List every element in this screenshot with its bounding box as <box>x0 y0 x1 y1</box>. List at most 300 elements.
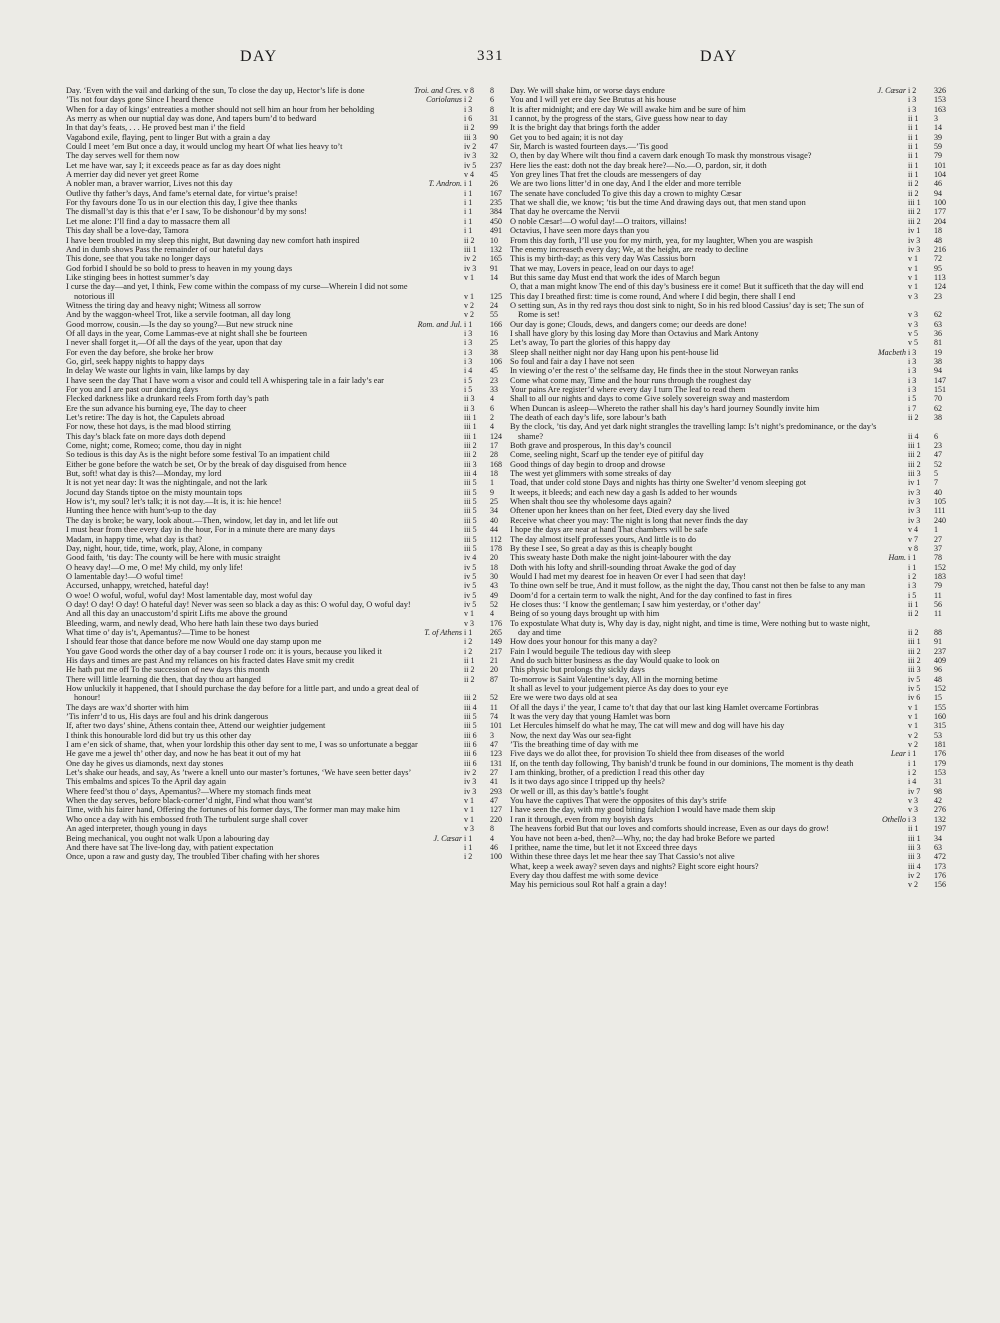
citation <box>906 133 950 142</box>
act-scene: i 3 <box>908 385 917 394</box>
quotation-entry <box>510 824 950 833</box>
quotation-text: Day. We will shake him, or worse days endure <box>510 86 665 95</box>
quotation-text: Come, seeling night, Scarf up the tender eye of pitiful day <box>510 450 704 460</box>
line-number: 96 <box>934 665 942 675</box>
quotation-entry <box>510 123 950 132</box>
act-scene: iv 1 <box>908 226 921 236</box>
line-number: 23 <box>934 441 942 451</box>
quotation-entry <box>66 581 506 590</box>
citation <box>462 815 506 824</box>
quotation-entry <box>66 749 506 758</box>
quotation-text: By these I see, So great a day as this is cheaply bought <box>510 543 693 553</box>
act-scene: i 5 <box>908 590 917 600</box>
line-number: 21 <box>490 655 498 665</box>
quotation-entry <box>510 217 950 226</box>
quotation-text: I must hear from thee every day in the hour, For in a minute there are many days <box>66 525 335 535</box>
quotation-entry <box>510 684 950 693</box>
line-number: 18 <box>934 226 942 236</box>
citation <box>462 170 506 179</box>
line-number: 27 <box>934 534 942 544</box>
citation <box>906 665 950 674</box>
line-number: 106 <box>490 356 502 366</box>
quotation-entry <box>66 338 506 347</box>
citation <box>462 432 506 441</box>
quotation-text: If, after two days’ shine, Athens contain thee, Attend our weightier judgement <box>66 721 326 731</box>
citation <box>462 273 506 282</box>
citation <box>906 413 950 422</box>
line-number: 43 <box>490 581 498 591</box>
quotation-text: Octavius, I have seen more days than you <box>510 226 650 236</box>
line-number: 8 <box>490 824 494 834</box>
line-number: 131 <box>490 758 502 768</box>
act-scene: v 3 <box>908 805 918 815</box>
quotation-text: Oftener upon her knees than on her feet, Died every day she lived <box>510 506 730 516</box>
quotation-text: Flecked darkness like a drunkard reels From forth day’s path <box>66 394 269 404</box>
citation <box>906 105 950 114</box>
quotation-entry <box>66 721 506 730</box>
act-scene: i 3 <box>908 347 917 357</box>
citation <box>906 114 950 123</box>
citation <box>462 310 506 319</box>
quotation-text: In that day’s feats, . . . He proved best man i’ the field <box>66 123 245 133</box>
line-number: 44 <box>490 525 498 535</box>
act-scene: v 1 <box>464 814 474 824</box>
quotation-entry <box>66 376 506 385</box>
citation <box>462 142 506 151</box>
citation <box>462 693 506 702</box>
quotation-entry <box>66 628 506 637</box>
quotation-entry <box>510 581 950 590</box>
quotation-entry <box>66 553 506 562</box>
line-number: 11 <box>934 609 942 619</box>
citation <box>462 151 506 160</box>
quotation-entry <box>510 665 950 674</box>
line-number: 81 <box>934 338 942 348</box>
play-title: T. of Athens <box>424 627 462 637</box>
line-number: 4 <box>490 422 494 432</box>
quotation-entry <box>66 768 506 777</box>
citation <box>462 348 506 357</box>
quotation-text: You have the captives That were the opposites of this day’s strife <box>510 796 727 806</box>
act-scene: iii 4 <box>908 861 921 871</box>
quotation-entry <box>66 516 506 525</box>
line-number: 153 <box>934 95 946 105</box>
act-scene: iii 6 <box>464 730 477 740</box>
quotation-text: Is it two days ago since I tripped up thy heels? <box>510 777 665 787</box>
line-number: 18 <box>490 469 498 479</box>
line-number: 34 <box>490 506 498 516</box>
quotation-entry <box>66 805 506 814</box>
quotation-entry <box>66 450 506 459</box>
line-number: 23 <box>490 375 498 385</box>
line-number: 183 <box>934 571 946 581</box>
line-number: 217 <box>490 646 502 656</box>
quotation-entry <box>66 656 506 665</box>
act-scene: i 6 <box>464 114 473 124</box>
quotation-entry <box>66 619 506 628</box>
quotation-text: To expostulate What duty is, Why day is day, night night, and time is time, Were nothing but to waste night, day and time <box>510 618 870 637</box>
quotation-text: This embalms and spices To the April day again <box>66 777 227 787</box>
citation <box>906 759 950 768</box>
quotation-text: Either be gone before the watch be set, Or by the break of day disguised from hence <box>66 459 347 469</box>
quotation-entry <box>66 852 506 861</box>
quotation-text: How unluckily it happened, that I should purchase the day before for a little part, and undo a great deal of honour! <box>66 684 419 703</box>
act-scene: iv 5 <box>908 684 921 693</box>
page-number: 331 <box>477 48 504 64</box>
act-scene: iii 1 <box>908 637 921 647</box>
citation <box>462 609 506 618</box>
act-scene: iii 2 <box>908 216 921 226</box>
quotation-entry <box>510 703 950 712</box>
citation <box>462 591 506 600</box>
citation <box>906 777 950 786</box>
act-scene: iv 2 <box>464 142 477 152</box>
act-scene: iii 6 <box>464 740 477 750</box>
line-number: 38 <box>934 413 942 423</box>
quotation-entry <box>510 460 950 469</box>
quotation-entry <box>66 600 506 609</box>
quotation-text: Go, girl, seek happy nights to happy days <box>66 356 205 366</box>
citation <box>878 86 950 95</box>
citation <box>906 880 950 889</box>
quotation-entry <box>510 170 950 179</box>
line-number: 40 <box>490 515 498 525</box>
line-number: 23 <box>934 291 942 301</box>
play-title: J. Cæsar <box>877 86 906 95</box>
citation <box>462 665 506 674</box>
citation <box>906 226 950 235</box>
quotation-entry <box>66 301 506 310</box>
line-number: 237 <box>934 646 946 656</box>
quotation-entry <box>510 357 950 366</box>
citation <box>906 198 950 207</box>
citation <box>462 338 506 347</box>
act-scene: v 3 <box>464 618 474 628</box>
line-number: 72 <box>934 254 942 264</box>
citation <box>906 535 950 544</box>
quotation-entry <box>510 151 950 160</box>
line-number: 176 <box>490 618 502 628</box>
act-scene: i 1 <box>464 198 473 208</box>
citation <box>906 170 950 179</box>
quotation-text: So foul and fair a day I have not seen <box>510 356 635 366</box>
quotation-text: I curse the day—and yet, I think, Few come within the compass of my curse—Wherein I did not some notorious ill <box>66 282 408 301</box>
citation <box>462 413 506 422</box>
citation <box>462 245 506 254</box>
quotation-entry <box>510 693 950 702</box>
quotation-text: O woe! O woful, woful, woful day! Most lamentable day, most woful day <box>66 590 313 600</box>
citation <box>429 179 506 188</box>
line-number: 153 <box>934 768 946 778</box>
quotation-text: I am e’en sick of shame, that, when your lordship this other day sent to me, I was so unfortunate a beggar <box>66 740 418 750</box>
quotation-entry <box>510 301 950 320</box>
quotation-entry <box>510 488 950 497</box>
act-scene: iii 5 <box>464 525 477 535</box>
quotation-entry <box>510 236 950 245</box>
act-scene: i 1 <box>464 833 473 843</box>
line-number: 166 <box>490 319 502 329</box>
line-number: 40 <box>934 487 942 497</box>
act-scene: v 1 <box>908 282 918 292</box>
act-scene: iv 3 <box>464 786 477 796</box>
quotation-entry <box>66 469 506 478</box>
act-scene: iii 2 <box>464 693 477 703</box>
act-scene: v 2 <box>464 310 474 320</box>
act-scene: i 3 <box>908 95 917 105</box>
citation <box>906 264 950 273</box>
citation <box>462 497 506 506</box>
quotation-entry <box>510 777 950 786</box>
citation <box>906 805 950 814</box>
quotation-text: Let me alone: I’ll find a day to massacre them all <box>66 216 231 226</box>
quotation-text: Of all the days i’ the year, I came to’t that day that our last king Hamlet overcame Fortinbras <box>510 702 819 712</box>
play-title: Coriolanus <box>425 95 462 105</box>
act-scene: ii 1 <box>908 132 919 142</box>
citation <box>906 600 950 609</box>
citation <box>462 301 506 310</box>
quotation-text: I have been troubled in my sleep this night, But dawning day new comfort hath inspired <box>66 235 360 245</box>
citation <box>891 749 950 758</box>
act-scene: ii 1 <box>908 114 919 124</box>
line-number: 156 <box>934 880 946 890</box>
line-number: 53 <box>934 730 942 740</box>
citation <box>906 563 950 572</box>
line-number: 20 <box>490 553 498 563</box>
line-number: 491 <box>490 226 502 236</box>
line-number: 11 <box>490 702 498 712</box>
act-scene: iii 4 <box>464 702 477 712</box>
line-number: 276 <box>934 805 946 815</box>
citation <box>462 852 506 861</box>
act-scene: v 2 <box>464 300 474 310</box>
line-number: 176 <box>934 870 946 880</box>
act-scene: ii 2 <box>908 609 919 619</box>
citation <box>462 236 506 245</box>
act-scene: i 1 <box>908 562 917 572</box>
quotation-entry <box>66 544 506 553</box>
line-number: 100 <box>934 198 946 208</box>
citation <box>882 815 950 824</box>
act-scene: iv 3 <box>908 244 921 254</box>
quotation-entry <box>510 525 950 534</box>
quotation-entry <box>66 824 506 833</box>
line-number: 1 <box>934 525 938 535</box>
quotation-text: The senate have concluded To give this day a crown to mighty Cæsar <box>510 188 742 198</box>
act-scene: ii 1 <box>908 170 919 180</box>
quotation-entry <box>510 880 950 889</box>
line-number: 235 <box>490 198 502 208</box>
citation <box>462 422 506 431</box>
quotation-text: It shall as level to your judgement pierce As day does to your eye <box>510 684 729 693</box>
act-scene: ii 1 <box>908 824 919 834</box>
line-number: 17 <box>490 441 498 451</box>
line-number: 62 <box>934 310 942 320</box>
quotation-entry <box>510 609 950 618</box>
citation <box>462 824 506 833</box>
line-number: 1 <box>490 478 494 488</box>
act-scene: i 3 <box>464 104 473 114</box>
line-number: 38 <box>934 356 942 366</box>
quotation-text: I think this honourable lord did but try us this other day <box>66 730 252 740</box>
act-scene: v 5 <box>908 338 918 348</box>
citation <box>906 852 950 861</box>
act-scene: i 3 <box>464 347 473 357</box>
act-scene: ii 3 <box>464 394 475 404</box>
line-number: 48 <box>934 674 942 684</box>
citation <box>906 460 950 469</box>
play-title: J. Cæsar <box>433 833 462 843</box>
line-number: 45 <box>490 170 498 180</box>
left-running-head: DAY <box>240 48 278 65</box>
quotation-text: He hath put me off To the succession of new days this month <box>66 665 270 675</box>
line-number: 19 <box>934 347 942 357</box>
act-scene: ii 4 <box>908 431 919 441</box>
line-number: 79 <box>934 151 942 161</box>
quotation-entry <box>510 637 950 646</box>
citation <box>906 862 950 871</box>
citation <box>906 394 950 403</box>
quotation-text: When shalt thou see thy wholesome days again? <box>510 497 672 507</box>
line-number: 95 <box>934 263 942 273</box>
citation <box>906 320 950 329</box>
line-number: 168 <box>490 459 502 469</box>
act-scene: iii 3 <box>908 842 921 852</box>
act-scene: i 3 <box>908 375 917 385</box>
quotation-entry <box>510 871 950 880</box>
quotation-text: I hope the days are near at hand That chambers will be safe <box>510 525 708 535</box>
quotation-entry <box>510 591 950 600</box>
line-number: 94 <box>934 366 942 376</box>
act-scene: iii 5 <box>464 515 477 525</box>
quotation-text: Fain I would beguile The tedious day with sleep <box>510 646 671 656</box>
quotation-entry <box>510 273 950 282</box>
citation <box>906 245 950 254</box>
citation <box>906 712 950 721</box>
line-number: 41 <box>490 777 498 787</box>
quotation-entry <box>66 357 506 366</box>
quotation-entry <box>510 516 950 525</box>
citation <box>462 488 506 497</box>
act-scene: iii 2 <box>908 646 921 656</box>
act-scene: i 3 <box>464 328 473 338</box>
line-number: 8 <box>490 104 494 114</box>
citation <box>878 348 950 357</box>
line-number: 47 <box>490 142 498 152</box>
quotation-text: If, on the tenth day following, Thy banish’d trunk be found in our dominions, The moment is thy death <box>510 758 854 768</box>
quotation-text: His days and times are past And my reliances on his fracted dates Have smit my credit <box>66 655 355 665</box>
line-number: 176 <box>934 749 946 759</box>
quotation-text: O heavy day!—O me, O me! My child, my only life! <box>66 562 244 572</box>
act-scene: v 1 <box>464 609 474 619</box>
citation <box>462 712 506 721</box>
quotation-text: Let’s shake our heads, and say, As ’twere a knell unto our master’s fortunes, ‘We have seen better days’ <box>66 768 412 778</box>
quotation-text: Accursed, unhappy, wretched, hateful day! <box>66 581 209 591</box>
quotation-entry <box>510 675 950 684</box>
quotation-text: God forbid I should be so bold to press to heaven in my young days <box>66 263 293 273</box>
citation <box>462 478 506 487</box>
line-number: 384 <box>490 207 502 217</box>
act-scene: ii 2 <box>908 627 919 637</box>
citation <box>888 553 950 562</box>
line-number: 167 <box>490 188 502 198</box>
quotation-text: O, then by day Where wilt thou find a cavern dark enough To mask thy monstrous visage? <box>510 151 812 161</box>
line-number: 87 <box>490 674 498 684</box>
line-number: 9 <box>490 487 494 497</box>
line-number: 63 <box>934 319 942 329</box>
act-scene: iv 2 <box>908 870 921 880</box>
line-number: 6 <box>934 431 938 441</box>
line-number: 47 <box>490 796 498 806</box>
quotation-entry <box>66 488 506 497</box>
citation <box>462 553 506 562</box>
act-scene: i 1 <box>464 319 473 329</box>
quotation-entry <box>510 376 950 385</box>
line-number: 450 <box>490 216 502 226</box>
quotation-text: The west yet glimmers with some streaks of day <box>510 469 672 479</box>
quotation-text: Every day thou daffest me with some device <box>510 870 659 880</box>
quotation-entry <box>66 385 506 394</box>
line-number: 26 <box>490 179 498 189</box>
line-number: 179 <box>934 758 946 768</box>
act-scene: iv 4 <box>464 553 477 563</box>
play-title: Macbeth <box>878 347 906 357</box>
quotation-entry <box>510 647 950 656</box>
line-number: 91 <box>490 263 498 273</box>
quotation-text: The heavens forbid But that our loves and comforts should increase, Even as our days do grow! <box>510 824 830 834</box>
quotation-text: Come, night; come, Romeo; come, thou day in night <box>66 441 242 451</box>
citation <box>906 843 950 852</box>
line-number: 30 <box>490 571 498 581</box>
line-number: 63 <box>934 842 942 852</box>
quotation-entry <box>66 114 506 123</box>
quotation-text: It is the bright day that brings forth the adder <box>510 123 660 133</box>
act-scene: iii 1 <box>464 431 477 441</box>
left-column <box>66 86 506 862</box>
quotation-entry <box>510 385 950 394</box>
citation <box>906 357 950 366</box>
quotation-text: This day’s black fate on more days doth depend <box>66 431 226 441</box>
citation <box>906 441 950 450</box>
act-scene: iv 6 <box>908 693 921 703</box>
act-scene: i 2 <box>464 95 473 105</box>
line-number: 18 <box>490 562 498 572</box>
quotation-text: This done, see that you take no longer days <box>66 254 211 264</box>
act-scene: ii 2 <box>908 413 919 423</box>
quotation-entry <box>510 189 950 198</box>
line-number: 52 <box>490 599 498 609</box>
quotation-text: Who once a day with his embossed froth The turbulent surge shall cover <box>66 814 308 824</box>
citation <box>906 450 950 459</box>
citation <box>462 759 506 768</box>
act-scene: i 3 <box>464 356 473 366</box>
act-scene: v 3 <box>908 310 918 320</box>
citation <box>462 563 506 572</box>
quotation-text: This day shall be a love-day, Tamora <box>66 226 189 236</box>
citation <box>462 647 506 656</box>
quotation-entry <box>66 506 506 515</box>
quotation-text: When for a day of kings’ entreaties a mother should not sell him an hour from her beholding <box>66 104 375 114</box>
line-number: 38 <box>490 347 498 357</box>
act-scene: iii 1 <box>464 244 477 254</box>
act-scene: v 1 <box>908 272 918 282</box>
quotation-entry <box>66 422 506 431</box>
act-scene: i 5 <box>464 385 473 394</box>
quotation-entry <box>510 740 950 749</box>
line-number: 78 <box>934 553 942 563</box>
act-scene: ii 2 <box>464 235 475 245</box>
act-scene: ii 2 <box>464 123 475 133</box>
quotation-text: I ran it through, even from my boyish days <box>510 814 653 824</box>
